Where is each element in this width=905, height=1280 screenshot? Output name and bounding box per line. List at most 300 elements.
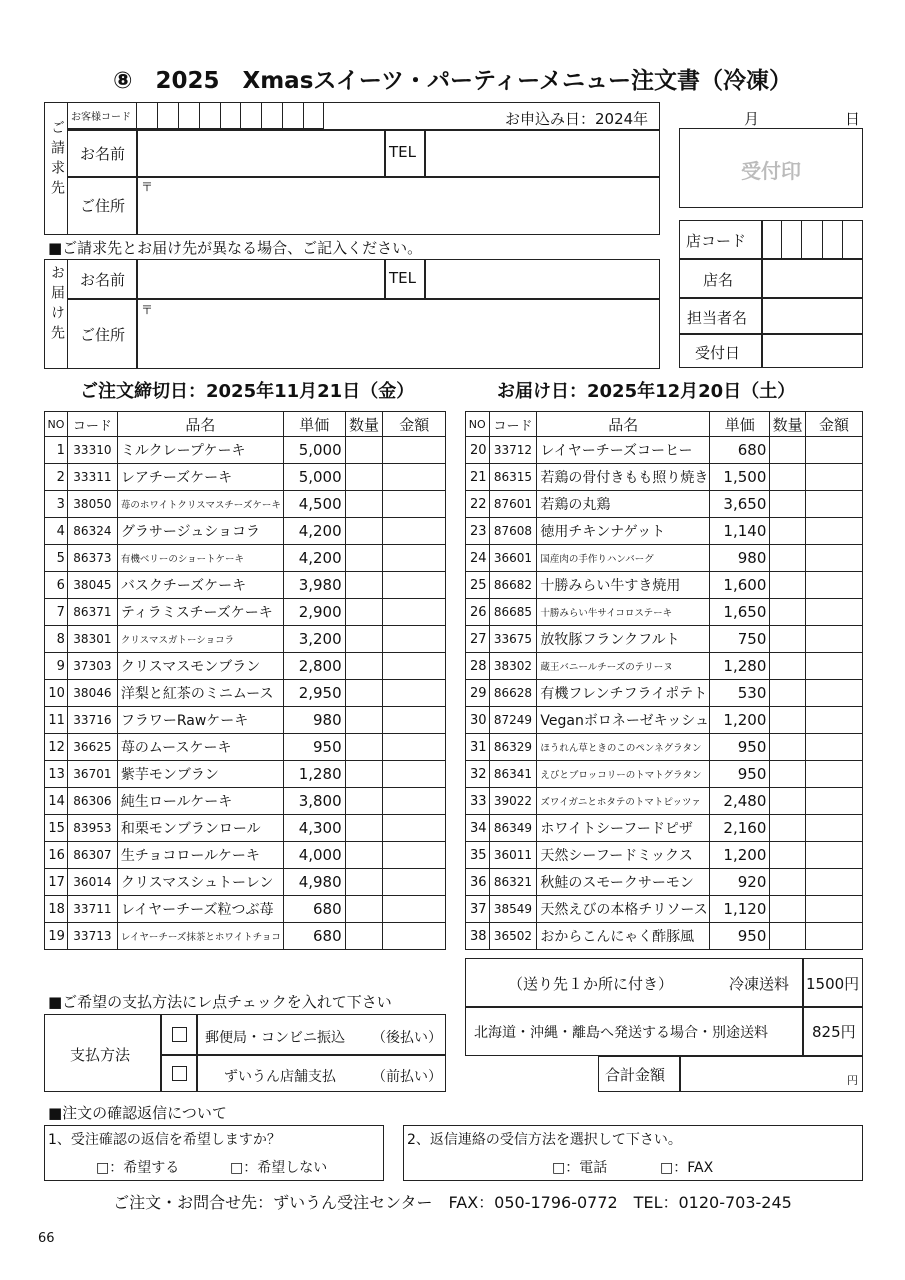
- item-row: [45, 896, 446, 923]
- item-qty-input[interactable]: [770, 545, 806, 572]
- confirm-q1-yes[interactable]: □：希望する: [96, 1160, 180, 1176]
- billing-name-input[interactable]: [138, 131, 382, 174]
- item-code: 38045: [67, 572, 117, 599]
- item-no: 5: [45, 545, 68, 572]
- item-price: 4,200: [283, 545, 345, 572]
- item-code: 38046: [67, 680, 117, 707]
- item-row: [45, 680, 446, 707]
- item-price: 1,200: [710, 707, 770, 734]
- item-no: 30: [466, 707, 490, 734]
- shipping-per-dest: （送り先１か所に付き）: [508, 975, 674, 993]
- item-name: 若鶏の骨付きもも照り焼き: [537, 464, 710, 491]
- item-no: 25: [466, 572, 490, 599]
- item-qty-input[interactable]: [770, 869, 806, 896]
- item-name: ミルクレープケーキ: [117, 437, 283, 464]
- confirm-q2-fax[interactable]: □：FAX: [660, 1160, 714, 1176]
- item-price: 4,500: [283, 491, 345, 518]
- payment-option1-label: 郵便局・コンビニ振込: [205, 1030, 345, 1046]
- shop-code-label: 店コード: [686, 232, 747, 250]
- item-name: 生チョコロールケーキ: [117, 842, 283, 869]
- confirm-q2-phone[interactable]: □：電話: [552, 1160, 608, 1176]
- item-name: 純生ロールケーキ: [117, 788, 283, 815]
- item-qty-input[interactable]: [770, 491, 806, 518]
- item-qty-input[interactable]: [345, 572, 383, 599]
- item-qty-input[interactable]: [345, 869, 383, 896]
- item-qty-input[interactable]: [770, 626, 806, 653]
- item-row: [45, 734, 446, 761]
- item-row: [466, 518, 863, 545]
- item-no: 20: [466, 437, 490, 464]
- total-unit: 円: [847, 1074, 858, 1087]
- item-row: [466, 491, 863, 518]
- item-name: ズワイガニとホタテのトマトピッツァ: [537, 788, 710, 815]
- item-no: 12: [45, 734, 68, 761]
- item-qty-input[interactable]: [345, 815, 383, 842]
- item-code: 86628: [489, 680, 537, 707]
- item-no: 22: [466, 491, 490, 518]
- reception-date-input[interactable]: [763, 335, 861, 366]
- customer-code-input[interactable]: [136, 102, 324, 129]
- item-no: 36: [466, 869, 490, 896]
- item-name: 徳用チキンナゲット: [537, 518, 710, 545]
- frozen-shipping-label: 冷凍送料: [729, 975, 790, 993]
- item-row: [466, 734, 863, 761]
- item-amount-input[interactable]: [805, 680, 862, 707]
- item-code: 86682: [489, 572, 537, 599]
- item-qty-input[interactable]: [345, 842, 383, 869]
- item-row: [466, 923, 863, 950]
- item-price: 980: [283, 707, 345, 734]
- item-price: 530: [710, 680, 770, 707]
- item-code: 36601: [489, 545, 537, 572]
- item-name: クリスマスモンブラン: [117, 653, 283, 680]
- item-code: 36014: [67, 869, 117, 896]
- item-no: 13: [45, 761, 68, 788]
- item-no: 14: [45, 788, 68, 815]
- item-amount-input[interactable]: [383, 437, 446, 464]
- item-code: 33711: [67, 896, 117, 923]
- item-row: [466, 653, 863, 680]
- item-amount-input[interactable]: [805, 896, 862, 923]
- item-name: レイヤーチーズ抹茶とホワイトチョコ: [117, 923, 283, 950]
- item-amount-input[interactable]: [805, 788, 862, 815]
- item-amount-input[interactable]: [805, 491, 862, 518]
- header-amount: 金額: [805, 412, 862, 437]
- item-name: クリスマスシュトーレン: [117, 869, 283, 896]
- item-code: 86307: [67, 842, 117, 869]
- delivery-section-label: お届け先: [49, 265, 65, 345]
- item-table-right: [465, 411, 863, 950]
- item-qty-input[interactable]: [770, 734, 806, 761]
- page-number: 66: [38, 1231, 55, 1246]
- item-amount-input[interactable]: [805, 437, 862, 464]
- item-no: 11: [45, 707, 68, 734]
- item-no: 9: [45, 653, 68, 680]
- item-amount-input[interactable]: [383, 572, 446, 599]
- item-code: 86324: [67, 518, 117, 545]
- item-no: 7: [45, 599, 68, 626]
- item-amount-input[interactable]: [805, 464, 862, 491]
- item-row: [45, 707, 446, 734]
- item-row: [466, 896, 863, 923]
- item-no: 27: [466, 626, 490, 653]
- item-qty-input[interactable]: [770, 653, 806, 680]
- item-amount-input[interactable]: [805, 518, 862, 545]
- item-no: 23: [466, 518, 490, 545]
- item-code: 87608: [489, 518, 537, 545]
- item-name: 紫芋モンブラン: [117, 761, 283, 788]
- item-row: [45, 869, 446, 896]
- item-code: 36701: [67, 761, 117, 788]
- item-no: 33: [466, 788, 490, 815]
- item-price: 1,280: [710, 653, 770, 680]
- apply-month-label: 月: [744, 110, 760, 128]
- item-price: 950: [283, 734, 345, 761]
- item-price: 3,650: [710, 491, 770, 518]
- item-amount-input[interactable]: [383, 896, 446, 923]
- item-table-left: [44, 411, 446, 950]
- item-row: [466, 437, 863, 464]
- payment-option2-note: （前払い）: [372, 1069, 442, 1085]
- header-name: 品名: [117, 412, 283, 437]
- item-row: [466, 815, 863, 842]
- confirm-q2: 2、返信連絡の受信方法を選択して下さい。: [407, 1132, 682, 1148]
- item-qty-input[interactable]: [345, 464, 383, 491]
- item-row: [466, 707, 863, 734]
- payment-option1-checkbox[interactable]: [172, 1027, 187, 1042]
- item-row: [466, 572, 863, 599]
- item-no: 1: [45, 437, 68, 464]
- item-amount-input[interactable]: [805, 842, 862, 869]
- item-price: 1,280: [283, 761, 345, 788]
- item-price: 5,000: [283, 464, 345, 491]
- item-row: [45, 653, 446, 680]
- item-amount-input[interactable]: [805, 707, 862, 734]
- remote-shipping-label: 北海道・沖縄・離島へ発送する場合・別途送料: [474, 1025, 768, 1041]
- item-row: [45, 491, 446, 518]
- item-no: 28: [466, 653, 490, 680]
- item-no: 15: [45, 815, 68, 842]
- delivery-address-input[interactable]: [138, 300, 657, 367]
- item-qty-input[interactable]: [770, 815, 806, 842]
- item-no: 17: [45, 869, 68, 896]
- payment-instruction: ■ご希望の支払方法にレ点チェックを入れて下さい: [48, 993, 392, 1011]
- customer-code-label: お客様コード: [71, 112, 131, 123]
- item-qty-input[interactable]: [345, 626, 383, 653]
- item-name: 有機ベリーのショートケーキ: [117, 545, 283, 572]
- shop-name-label: 店名: [703, 271, 734, 289]
- item-amount-input[interactable]: [805, 572, 862, 599]
- stamp-label: 受付印: [741, 159, 801, 183]
- item-amount-input[interactable]: [805, 734, 862, 761]
- item-amount-input[interactable]: [383, 923, 446, 950]
- item-name: レイヤーチーズコーヒー: [537, 437, 710, 464]
- item-code: 86321: [489, 869, 537, 896]
- item-qty-input[interactable]: [345, 680, 383, 707]
- item-qty-input[interactable]: [770, 923, 806, 950]
- item-amount-input[interactable]: [805, 869, 862, 896]
- item-row: [45, 545, 446, 572]
- item-row: [45, 464, 446, 491]
- item-qty-input[interactable]: [345, 788, 383, 815]
- apply-day-label: 日: [845, 110, 861, 128]
- payment-option2-label: ずいうん店舗支払: [224, 1069, 336, 1085]
- item-code: 86329: [489, 734, 537, 761]
- item-code: 38549: [489, 896, 537, 923]
- item-qty-input[interactable]: [345, 599, 383, 626]
- item-price: 4,300: [283, 815, 345, 842]
- item-no: 19: [45, 923, 68, 950]
- item-qty-input[interactable]: [345, 518, 383, 545]
- item-row: [45, 788, 446, 815]
- item-row: [466, 869, 863, 896]
- delivery-address-label: ご住所: [80, 326, 126, 344]
- item-qty-input[interactable]: [770, 599, 806, 626]
- item-amount-input[interactable]: [383, 680, 446, 707]
- item-price: 2,900: [283, 599, 345, 626]
- item-no: 24: [466, 545, 490, 572]
- item-qty-input[interactable]: [770, 680, 806, 707]
- item-amount-input[interactable]: [805, 626, 862, 653]
- item-price: 4,980: [283, 869, 345, 896]
- item-no: 29: [466, 680, 490, 707]
- item-no: 26: [466, 599, 490, 626]
- item-name: 天然シーフードミックス: [537, 842, 710, 869]
- item-amount-input[interactable]: [383, 464, 446, 491]
- item-amount-input[interactable]: [383, 518, 446, 545]
- item-row: [466, 761, 863, 788]
- item-row: [45, 842, 446, 869]
- item-qty-input[interactable]: [345, 761, 383, 788]
- item-qty-input[interactable]: [345, 545, 383, 572]
- total-amount-input[interactable]: [682, 1058, 842, 1090]
- delivery-date: お届け日：2025年12月20日（土）: [497, 381, 796, 402]
- item-no: 31: [466, 734, 490, 761]
- item-no: 2: [45, 464, 68, 491]
- item-qty-input[interactable]: [345, 896, 383, 923]
- item-price: 680: [710, 437, 770, 464]
- frozen-shipping-fee: 1500円: [806, 975, 860, 993]
- item-name: クリスマスガトーショコラ: [117, 626, 283, 653]
- item-name: グラサージュショコラ: [117, 518, 283, 545]
- item-row: [45, 437, 446, 464]
- item-code: 83953: [67, 815, 117, 842]
- billing-section-label: ご請求先: [49, 120, 65, 200]
- item-no: 6: [45, 572, 68, 599]
- billing-name-label: お名前: [80, 145, 126, 163]
- item-qty-input[interactable]: [770, 761, 806, 788]
- item-qty-input[interactable]: [770, 707, 806, 734]
- item-name: ティラミスチーズケーキ: [117, 599, 283, 626]
- item-code: 87601: [489, 491, 537, 518]
- item-qty-input[interactable]: [770, 842, 806, 869]
- item-no: 18: [45, 896, 68, 923]
- item-qty-input[interactable]: [770, 437, 806, 464]
- item-amount-input[interactable]: [383, 545, 446, 572]
- item-code: 33675: [489, 626, 537, 653]
- item-price: 680: [283, 896, 345, 923]
- item-qty-input[interactable]: [345, 653, 383, 680]
- item-name: 若鶏の丸鶏: [537, 491, 710, 518]
- item-code: 86306: [67, 788, 117, 815]
- item-no: 38: [466, 923, 490, 950]
- header-qty: 数量: [345, 412, 383, 437]
- item-price: 4,000: [283, 842, 345, 869]
- item-amount-input[interactable]: [383, 734, 446, 761]
- item-row: [45, 815, 446, 842]
- item-qty-input[interactable]: [770, 572, 806, 599]
- item-code: 86371: [67, 599, 117, 626]
- item-no: 37: [466, 896, 490, 923]
- item-name: 天然えびの本格チリソース: [537, 896, 710, 923]
- shop-code-input[interactable]: [763, 222, 861, 256]
- item-price: 3,980: [283, 572, 345, 599]
- item-no: 8: [45, 626, 68, 653]
- payment-option2-checkbox[interactable]: [172, 1066, 187, 1081]
- item-amount-input[interactable]: [805, 923, 862, 950]
- item-name: 洋梨と紅茶のミニムース: [117, 680, 283, 707]
- item-price: 950: [710, 734, 770, 761]
- item-qty-input[interactable]: [345, 707, 383, 734]
- item-price: 1,200: [710, 842, 770, 869]
- item-no: 3: [45, 491, 68, 518]
- item-name: フラワーRawケーキ: [117, 707, 283, 734]
- item-price: 2,800: [283, 653, 345, 680]
- item-code: 36502: [489, 923, 537, 950]
- delivery-name-label: お名前: [80, 271, 126, 289]
- item-amount-input[interactable]: [805, 761, 862, 788]
- item-amount-input[interactable]: [383, 626, 446, 653]
- item-amount-input[interactable]: [383, 788, 446, 815]
- remote-shipping-fee: 825円: [812, 1023, 856, 1041]
- item-name: 十勝みらい牛サイコロステーキ: [537, 599, 710, 626]
- item-no: 4: [45, 518, 68, 545]
- item-amount-input[interactable]: [383, 599, 446, 626]
- delivery-name-input[interactable]: [138, 261, 382, 296]
- item-name: 和栗モンブランロール: [117, 815, 283, 842]
- item-price: 1,500: [710, 464, 770, 491]
- order-deadline: ご注文締切日：2025年11月21日（金）: [80, 381, 415, 402]
- item-code: 36011: [489, 842, 537, 869]
- item-price: 2,950: [283, 680, 345, 707]
- item-amount-input[interactable]: [383, 842, 446, 869]
- item-price: 920: [710, 869, 770, 896]
- item-code: 33716: [67, 707, 117, 734]
- item-price: 1,650: [710, 599, 770, 626]
- item-row: [466, 788, 863, 815]
- item-name: レアチーズケーキ: [117, 464, 283, 491]
- item-code: 33310: [67, 437, 117, 464]
- item-name: 苺のホワイトクリスマスチーズケーキ: [117, 491, 283, 518]
- item-name: 放牧豚フランクフルト: [537, 626, 710, 653]
- item-amount-input[interactable]: [383, 869, 446, 896]
- item-amount-input[interactable]: [805, 815, 862, 842]
- item-row: [466, 545, 863, 572]
- item-name: ほうれん草ときのこのペンネグラタン: [537, 734, 710, 761]
- item-price: 1,140: [710, 518, 770, 545]
- item-row: [45, 518, 446, 545]
- item-name: Veganボロネーゼキッシュ: [537, 707, 710, 734]
- item-code: 36625: [67, 734, 117, 761]
- staff-name-input[interactable]: [763, 299, 861, 331]
- item-qty-input[interactable]: [770, 464, 806, 491]
- item-row: [466, 464, 863, 491]
- item-name: えびとブロッコリーのトマトグラタン: [537, 761, 710, 788]
- item-price: 3,800: [283, 788, 345, 815]
- item-price: 5,000: [283, 437, 345, 464]
- delivery-postal-mark: 〒: [141, 303, 154, 317]
- item-row: [466, 680, 863, 707]
- header-price: 単価: [710, 412, 770, 437]
- item-price: 950: [710, 761, 770, 788]
- item-qty-input[interactable]: [770, 896, 806, 923]
- item-row: [45, 626, 446, 653]
- delivery-note: ■ご請求先とお届け先が異なる場合、ご記入ください。: [48, 239, 423, 257]
- item-row: [45, 572, 446, 599]
- item-code: 38302: [489, 653, 537, 680]
- item-name: 有機フレンチフライポテト: [537, 680, 710, 707]
- reception-date-label: 受付日: [695, 344, 741, 362]
- item-price: 2,480: [710, 788, 770, 815]
- item-code: 33713: [67, 923, 117, 950]
- payment-label: 支払方法: [70, 1046, 131, 1064]
- item-code: 86373: [67, 545, 117, 572]
- item-amount-input[interactable]: [383, 653, 446, 680]
- shop-name-input[interactable]: [763, 260, 861, 295]
- item-no: 16: [45, 842, 68, 869]
- billing-postal-mark: 〒: [141, 180, 154, 194]
- total-label: 合計金額: [605, 1066, 666, 1084]
- item-price: 950: [710, 923, 770, 950]
- item-amount-input[interactable]: [383, 707, 446, 734]
- item-code: 86315: [489, 464, 537, 491]
- item-name: 国産肉の手作りハンバーグ: [537, 545, 710, 572]
- confirm-heading: ■注文の確認返信について: [48, 1104, 227, 1122]
- billing-tel-input[interactable]: [427, 131, 657, 174]
- item-name: ホワイトシーフードピザ: [537, 815, 710, 842]
- item-amount-input[interactable]: [805, 653, 862, 680]
- item-amount-input[interactable]: [805, 599, 862, 626]
- item-code: 39022: [489, 788, 537, 815]
- item-code: 33712: [489, 437, 537, 464]
- item-amount-input[interactable]: [383, 761, 446, 788]
- item-price: 3,200: [283, 626, 345, 653]
- confirm-q1-no[interactable]: □：希望しない: [230, 1160, 328, 1176]
- item-row: [466, 626, 863, 653]
- item-qty-input[interactable]: [345, 923, 383, 950]
- billing-address-input[interactable]: [138, 178, 657, 233]
- item-qty-input[interactable]: [345, 491, 383, 518]
- delivery-tel-input[interactable]: [427, 261, 657, 296]
- item-name: 秋鮭のスモークサーモン: [537, 869, 710, 896]
- item-no: 34: [466, 815, 490, 842]
- item-qty-input[interactable]: [770, 518, 806, 545]
- item-code: 86341: [489, 761, 537, 788]
- item-amount-input[interactable]: [383, 815, 446, 842]
- item-row: [466, 842, 863, 869]
- item-qty-input[interactable]: [345, 437, 383, 464]
- item-qty-input[interactable]: [345, 734, 383, 761]
- item-price: 1,120: [710, 896, 770, 923]
- item-price: 4,200: [283, 518, 345, 545]
- item-amount-input[interactable]: [805, 545, 862, 572]
- item-code: 86685: [489, 599, 537, 626]
- item-no: 35: [466, 842, 490, 869]
- item-amount-input[interactable]: [383, 491, 446, 518]
- item-code: 33311: [67, 464, 117, 491]
- item-qty-input[interactable]: [770, 788, 806, 815]
- header-code: コード: [489, 412, 537, 437]
